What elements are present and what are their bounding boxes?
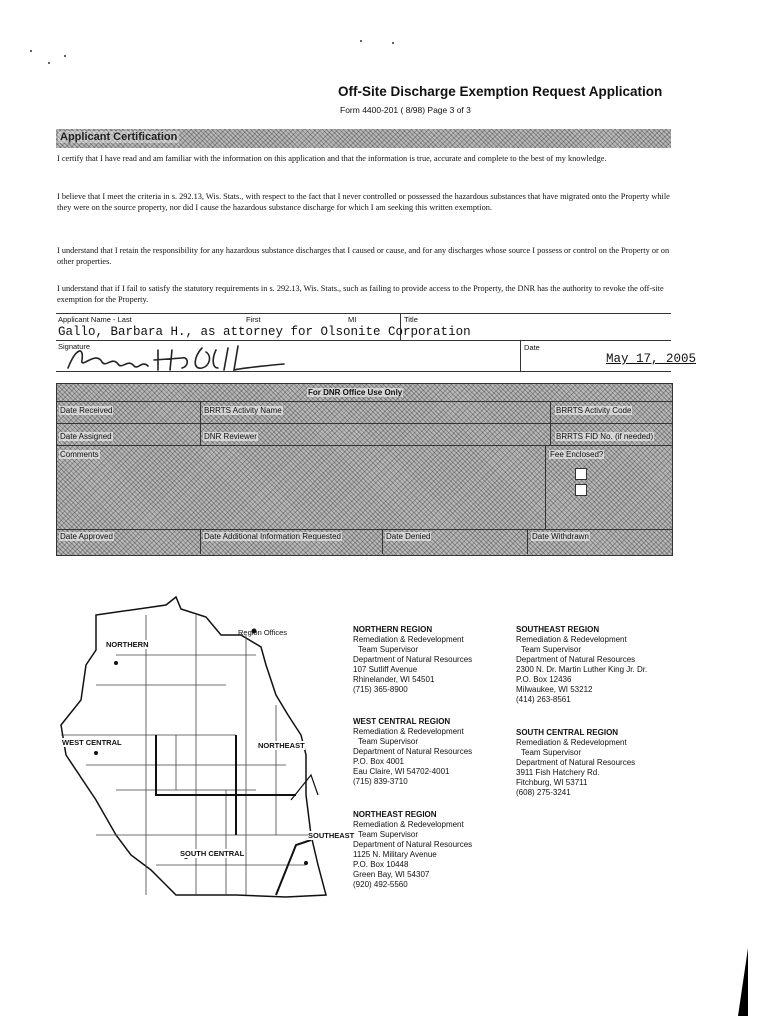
signature-field[interactable] [62,342,302,374]
brrts-activity-name-label: BRRTS Activity Name [204,406,282,415]
divider [56,313,671,314]
address-line: Green Bay, WI 54307 [353,870,430,879]
wisconsin-region-map [56,595,355,925]
fee-yes-checkbox[interactable] [575,468,587,480]
address-line: Fitchburg, WI 53711 [516,778,588,787]
address-line: Department of Natural Resources [516,758,636,767]
scan-edge-artifact [738,948,748,1016]
address-line: Milwaukee, WI 53212 [516,685,593,694]
date-withdrawn-label: Date Withdrawn [532,532,589,541]
scan-speck [64,55,66,57]
northern-region-address [353,625,472,695]
title-label: Title [404,315,418,324]
fee-enclosed-label: Fee Enclosed? [550,450,604,459]
region-name: NORTHERN REGION [353,625,433,634]
address-line: Remediation & Redevelopment [516,738,627,747]
map-label-northeast: NORTHEAST [258,741,305,750]
date-info-requested-label: Date Additional Information Requested [204,532,341,541]
west-central-region-address [353,717,472,787]
address-line: Remediation & Redevelopment [516,635,627,644]
address-line: P.O. Box 12436 [516,675,572,684]
address-line: Eau Claire, WI 54702-4001 [353,767,450,776]
brrts-fid-label: BRRTS FID No. (if needed) [556,432,654,441]
map-label-southeast: SOUTHEAST [308,831,355,840]
address-line: P.O. Box 10448 [353,860,409,869]
applicant-name-field[interactable]: Gallo, Barbara H., as attorney for Olsonite Corporation [58,325,471,339]
handwritten-signature-image [62,342,302,374]
address-line: Team Supervisor [521,645,582,654]
northeast-region-address [353,810,472,890]
address-line: Department of Natural Resources [516,655,636,664]
map-label-northern: NORTHERN [106,640,149,649]
brrts-activity-code-label: BRRTS Activity Code [556,406,632,415]
dnr-office-heading: For DNR Office Use Only [308,388,403,397]
divider [520,340,521,371]
date-received-label: Date Received [60,406,113,415]
region-offices-legend: Region Offices [238,628,288,637]
divider [56,371,671,372]
certification-heading: Applicant Certification [60,131,178,143]
signature-label: Signature [58,342,91,351]
first-name-label: First [246,315,261,324]
region-name: SOUTHEAST REGION [516,625,600,634]
date-denied-label: Date Denied [386,532,431,541]
dnr-office-use-box [56,383,673,556]
date-label: Date [524,343,540,352]
form-number: Form 4400-201 ( 8/98) Page 3 of 3 [340,105,471,115]
scan-speck [360,40,362,42]
map-label-west-central: WEST CENTRAL [62,738,122,747]
address-line: (608) 275-3241 [516,788,571,797]
region-name: SOUTH CENTRAL REGION [516,728,619,737]
date-assigned-label: Date Assigned [60,432,112,441]
address-line: Remediation & Redevelopment [353,820,464,829]
region-name: WEST CENTRAL REGION [353,717,451,726]
address-line: (414) 263-8561 [516,695,571,704]
address-line: (715) 839-3710 [353,777,408,786]
certification-paragraph: I understand that I retain the responsibility for any hazardous substance discharges that I caused or cause, and for any discharges whose source I possess or control on the Property or on other properties. [57,246,670,266]
certification-paragraph: I understand that if I fail to satisfy the statutory requirements in s. 292.13, Wis. Stats., such as failing to provide access to the Property, the DNR has the authority to revoke the off-site exemption for the Property. [57,284,664,304]
scan-speck [48,62,50,64]
address-line: 2300 N. Dr. Martin Luther King Jr. Dr. [516,665,648,674]
address-line: 107 Sutliff Avenue [353,665,418,674]
address-line: Rhinelander, WI 54501 [353,675,435,684]
address-line: 1125 N. Military Avenue [353,850,437,859]
address-line: Team Supervisor [358,737,419,746]
address-line: 3911 Fish Hatchery Rd. [516,768,600,777]
address-line: Department of Natural Resources [353,840,473,849]
divider [56,340,671,341]
applicant-name-label: Applicant Name - Last [58,315,132,324]
address-line: (920) 492-5560 [353,880,408,889]
form-title: Off-Site Discharge Exemption Request Application [338,84,663,99]
address-line: Team Supervisor [358,830,419,839]
address-line: Team Supervisor [521,748,582,757]
south-central-region-address [516,728,635,798]
address-line: (715) 365-8900 [353,685,408,694]
scan-speck [392,42,394,44]
fee-no-checkbox[interactable] [575,484,587,496]
map-label-south-central: SOUTH CENTRAL [180,849,245,858]
address-line: P.O. Box 4001 [353,757,404,766]
date-approved-label: Date Approved [60,532,113,541]
certification-paragraph: I believe that I meet the criteria in s. 292.13, Wis. Stats., with respect to the fact that I never controlled or possessed the hazardous substances that have migrated onto the Property while they were on the source property, nor did I cause the hazardous substance discharge for which I am seeking this written exemption. [57,192,670,212]
address-line: Remediation & Redevelopment [353,635,464,644]
dnr-reviewer-label: DNR Reviewer [204,432,257,441]
region-map-graphic [56,595,346,925]
scan-speck [30,50,32,52]
region-name: NORTHEAST REGION [353,810,437,819]
certification-heading-bar [56,129,671,148]
middle-initial-label: MI [348,315,357,324]
address-line: Department of Natural Resources [353,747,473,756]
comments-label: Comments [60,450,99,459]
certification-paragraph: I certify that I have read and am familiar with the information on this application and that the information is true, accurate and complete to the best of my knowledge. [57,154,607,163]
address-line: Team Supervisor [358,645,419,654]
address-line: Department of Natural Resources [353,655,473,664]
address-line: Remediation & Redevelopment [353,727,464,736]
southeast-region-address [516,625,647,705]
date-field[interactable]: May 17, 2005 [606,352,697,366]
